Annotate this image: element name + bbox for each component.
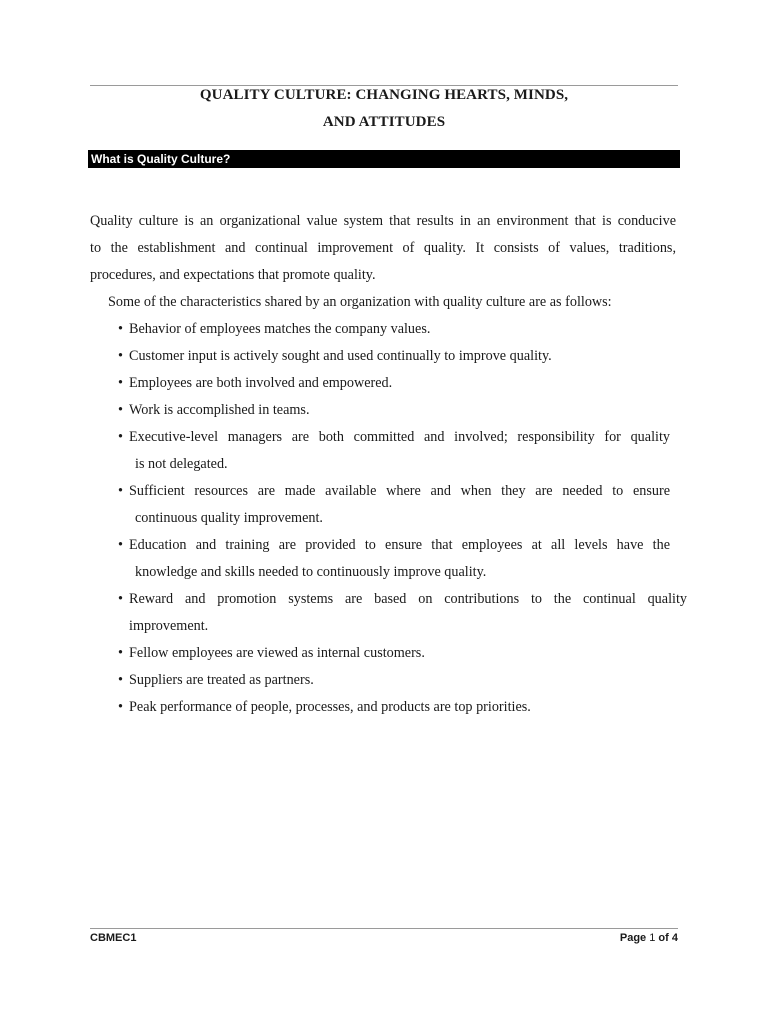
- list-item: [118, 694, 688, 721]
- bullet-icon: •: [118, 348, 123, 364]
- header-rule: [90, 85, 678, 86]
- list-item-text-continued: improvement.: [129, 618, 209, 634]
- page-total: 4: [671, 932, 678, 944]
- list-item-text-continued: continuous quality improvement.: [135, 510, 323, 526]
- list-item-text: Suppliers are treated as partners.: [129, 672, 314, 688]
- list-item: [118, 343, 688, 370]
- list-item-text: Sufficient resources are made available where and when they are needed to ensure: [129, 483, 670, 499]
- list-item: [118, 532, 688, 586]
- bullet-icon: •: [118, 375, 123, 391]
- bullet-icon: •: [118, 402, 123, 418]
- list-item-text-continued: knowledge and skills needed to continuously improve quality.: [135, 564, 487, 580]
- characteristics-list: [118, 316, 688, 721]
- list-item-text: Education and training are provided to ensure that employees at all levels have the: [129, 537, 670, 553]
- definition-paragraph: [90, 208, 676, 289]
- bullet-icon: •: [118, 672, 123, 688]
- bullet-icon: •: [118, 321, 123, 337]
- list-item-text: Peak performance of people, processes, and products are top priorities.: [129, 699, 531, 715]
- footer-rule: [90, 928, 678, 929]
- bullet-icon: •: [118, 591, 123, 607]
- page-label: Page: [619, 932, 647, 944]
- document-title-line-2: AND ATTITUDES: [322, 114, 446, 130]
- bullet-icon: •: [118, 699, 123, 715]
- list-item-text: Behavior of employees matches the company values.: [129, 321, 431, 337]
- section-heading: What is Quality Culture?: [88, 150, 680, 168]
- list-item-text-continued: is not delegated.: [135, 456, 228, 472]
- characteristics-intro: Some of the characteristics shared by an organization with quality culture are as follows:: [108, 294, 612, 310]
- list-item-text: Employees are both involved and empowered.: [129, 375, 393, 391]
- list-item-text: Customer input is actively sought and used continually to improve quality.: [129, 348, 552, 364]
- list-item: [118, 478, 688, 532]
- list-item: [118, 640, 688, 667]
- of-label: of: [658, 932, 669, 944]
- page-number: 1: [649, 932, 656, 944]
- paragraph-line: Quality culture is an organizational value system that results in an environment that is conducive: [90, 213, 676, 229]
- bullet-icon: •: [118, 483, 123, 499]
- list-item: [118, 370, 688, 397]
- list-item-text: Fellow employees are viewed as internal customers.: [129, 645, 425, 661]
- list-item-text: Reward and promotion systems are based on contributions to the continual quality: [129, 591, 687, 607]
- bullet-icon: •: [118, 537, 123, 553]
- bullet-icon: •: [118, 429, 123, 445]
- list-item: [118, 667, 688, 694]
- bullet-icon: •: [118, 645, 123, 661]
- document-title-line-1: QUALITY CULTURE: CHANGING HEARTS, MINDS,: [199, 87, 569, 103]
- list-item: [118, 424, 688, 478]
- page-indicator: [620, 932, 678, 944]
- list-item: [118, 397, 688, 424]
- paragraph-line: procedures, and expectations that promote quality.: [90, 267, 376, 283]
- paragraph-line: to the establishment and continual improvement of quality. It consists of values, traditions,: [90, 240, 676, 256]
- list-item: [118, 316, 688, 343]
- course-code: CBMEC1: [90, 932, 137, 944]
- list-item: [118, 586, 688, 640]
- list-item-text: Work is accomplished in teams.: [129, 402, 310, 418]
- list-item-text: Executive-level managers are both committed and involved; responsibility for quality: [129, 429, 670, 445]
